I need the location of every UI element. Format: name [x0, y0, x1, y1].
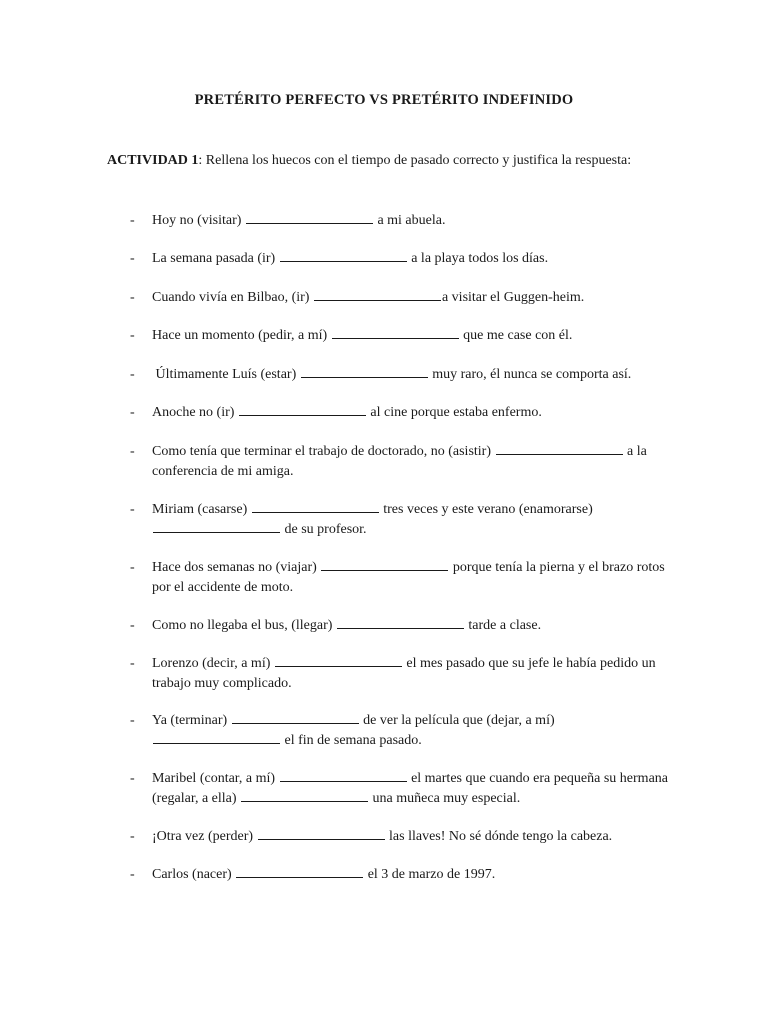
list-bullet: - [130, 771, 135, 786]
exercise-text [152, 442, 670, 482]
answer-blank[interactable] [258, 827, 385, 840]
exercise-text-part: a mi abuela. [373, 213, 446, 228]
page-title: PRETÉRITO PERFECTO VS PRETÉRITO INDEFINIDO [194, 92, 574, 108]
exercise-text-part: ¡Otra vez (perder) [152, 829, 257, 844]
exercise-text-part: a la playa todos los días. [407, 251, 549, 266]
answer-blank[interactable] [239, 403, 366, 416]
exercise-text-part: Carlos (nacer) [152, 867, 236, 882]
exercise-text-part: Lorenzo (decir, a mí) [152, 656, 274, 671]
answer-blank[interactable] [280, 769, 407, 782]
exercise-text-part: Miriam (casarse) [152, 502, 251, 517]
exercise-text-part: muy raro, él nunca se comporta así. [428, 367, 632, 382]
exercise-text-part: tarde a clase. [464, 618, 542, 633]
exercise-text [152, 711, 670, 751]
exercise-text [152, 616, 670, 636]
exercise-text-part: Anoche no (ir) [152, 405, 238, 420]
exercise-text-part: Hace un momento (pedir, a mí) [152, 328, 331, 343]
exercise-text [152, 365, 670, 385]
exercise-item-11 [130, 654, 670, 694]
answer-blank[interactable] [246, 211, 373, 224]
exercise-item-8 [130, 500, 670, 540]
answer-blank[interactable] [153, 520, 280, 533]
exercise-item-12 [130, 711, 670, 751]
exercise-item-5 [130, 365, 670, 385]
exercise-text-part: La semana pasada (ir) [152, 251, 279, 266]
exercise-text-part: el martes que cuando era pequeña su hermana (regalar, a ella) [152, 771, 668, 806]
exercise-item-15 [130, 865, 670, 885]
exercise-text-part: Hace dos semanas no (viajar) [152, 560, 321, 575]
list-bullet: - [130, 656, 135, 671]
exercise-text [152, 211, 670, 231]
exercise-item-7 [130, 442, 670, 482]
exercise-text [152, 865, 670, 885]
exercise-text-part: Últimamente Luís (estar) [152, 367, 300, 382]
answer-blank[interactable] [275, 654, 402, 667]
exercise-text-part: Ya (terminar) [152, 713, 231, 728]
exercise-text-part: Como tenía que terminar el trabajo de doctorado, no (asistir) [152, 444, 495, 459]
list-bullet: - [130, 829, 135, 844]
exercise-text-part: de su profesor. [281, 522, 367, 537]
list-bullet: - [130, 444, 135, 459]
exercise-text [152, 288, 670, 308]
exercise-text [152, 500, 670, 540]
exercise-text-part: que me case con él. [459, 328, 573, 343]
answer-blank[interactable] [332, 326, 459, 339]
exercise-text-part: de ver la película que (dejar, a mí) [359, 713, 555, 728]
exercise-text-part: a visitar el Guggen-heim. [441, 290, 585, 305]
exercise-text-part: el 3 de marzo de 1997. [364, 867, 496, 882]
exercise-text [152, 326, 670, 346]
list-bullet: - [130, 867, 135, 882]
answer-blank[interactable] [236, 865, 363, 878]
exercise-text [152, 403, 670, 423]
exercise-item-14 [130, 827, 670, 847]
exercise-text-part: al cine porque estaba enfermo. [366, 405, 542, 420]
exercise-item-6 [130, 403, 670, 423]
exercise-text [152, 654, 670, 694]
list-bullet: - [130, 290, 135, 305]
answer-blank[interactable] [252, 500, 379, 513]
exercise-text-part: el fin de semana pasado. [281, 733, 422, 748]
exercise-text-part: Maribel (contar, a mí) [152, 771, 279, 786]
exercise-item-3 [130, 288, 670, 308]
exercise-item-4 [130, 326, 670, 346]
exercise-text-part: Hoy no (visitar) [152, 213, 245, 228]
activity-colon: : [198, 153, 203, 168]
answer-blank[interactable] [280, 249, 407, 262]
exercise-text-part: tres veces y este verano (enamorarse) [379, 502, 593, 517]
list-bullet: - [130, 367, 135, 382]
exercise-text-part: a la conferencia de mi amiga. [152, 444, 647, 479]
exercise-text-part: Cuando vivía en Bilbao, (ir) [152, 290, 313, 305]
list-bullet: - [130, 713, 135, 728]
list-bullet: - [130, 405, 135, 420]
answer-blank[interactable] [232, 711, 359, 724]
exercise-text-part: el mes pasado que su jefe le había pedido un trabajo muy complicado. [152, 656, 656, 691]
exercise-text-part: porque tenía la pierna y el brazo rotos por el accidente de moto. [152, 560, 665, 595]
exercise-item-2 [130, 249, 670, 269]
answer-blank[interactable] [301, 365, 428, 378]
answer-blank[interactable] [153, 731, 280, 744]
exercise-text-part: las llaves! No sé dónde tengo la cabeza. [385, 829, 613, 844]
exercise-text [152, 558, 670, 598]
answer-blank[interactable] [314, 288, 441, 301]
exercise-text [152, 769, 670, 809]
list-bullet: - [130, 251, 135, 266]
activity-instruction-text: Rellena los huecos con el tiempo de pasado correcto y justifica la respuesta: [202, 153, 632, 168]
list-bullet: - [130, 328, 135, 343]
list-bullet: - [130, 213, 135, 228]
exercise-text [152, 827, 670, 847]
exercise-text-part: una muñeca muy especial. [369, 791, 521, 806]
exercise-text-part: Como no llegaba el bus, (llegar) [152, 618, 336, 633]
activity-instruction [107, 151, 667, 171]
exercise-item-9 [130, 558, 670, 598]
answer-blank[interactable] [337, 616, 464, 629]
exercise-item-13 [130, 769, 670, 809]
exercise-item-1 [130, 211, 670, 231]
exercise-text [152, 249, 670, 269]
answer-blank[interactable] [241, 789, 368, 802]
activity-label: ACTIVIDAD 1 [107, 153, 199, 168]
list-bullet: - [130, 560, 135, 575]
list-bullet: - [130, 618, 135, 633]
list-bullet: - [130, 502, 135, 517]
answer-blank[interactable] [496, 442, 623, 455]
exercise-item-10 [130, 616, 670, 636]
answer-blank[interactable] [321, 558, 448, 571]
